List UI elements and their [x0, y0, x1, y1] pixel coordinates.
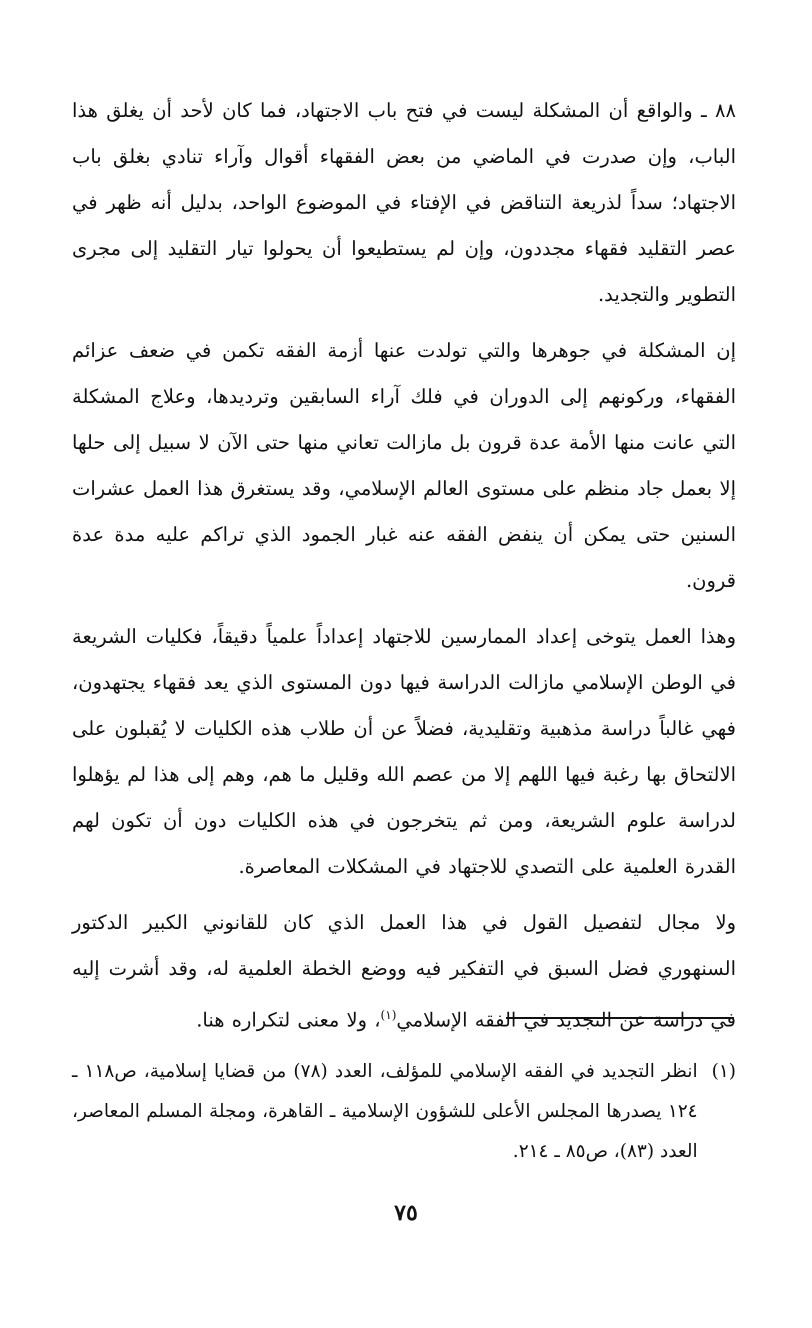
footnote — [72, 1052, 736, 1172]
footnote-reference: (١) — [380, 1008, 397, 1022]
paragraph-sanhuri-text: ولا مجال لتفصيل القول في هذا العمل الذي كان للقانوني الكبير الدكتور السنهوري فضل السبق في التفكير فيه ووضع الخطة العلمية له، وقد أشرت إليه في دراسة عن التجديد في الفقه الإسلامي — [72, 911, 736, 1032]
footnote-separator — [506, 1017, 734, 1019]
paragraph-sanhuri-tail: ، ولا معنى لتكراره هنا. — [196, 1008, 381, 1032]
paragraph-88: ٨٨ ـ والواقع أن المشكلة ليست في فتح باب الاجتهاد، فما كان لأحد أن يغلق هذا الباب، وإن صدرت في الماضي من بعض الفقهاء أقوال وآراء تنادي بغلق باب الاجتهاد؛ سداً لذريعة التناقض في الإفتاء في الموضوع الواحد، بدليل أنه ظهر في عصر التقليد فقهاء مجددون، وإن لم يستطيعوا أن يحولوا تيار التقليد إلى مجرى التطوير والتجديد. — [72, 99, 736, 306]
page-body — [72, 88, 736, 1044]
page-number: ٧٥ — [394, 1200, 418, 1226]
paragraph-problem: إن المشكلة في جوهرها والتي تولدت عنها أزمة الفقه تكمن في ضعف عزائم الفقهاء، وركونهم إلى الدوران في فلك آراء السابقين وترديدها، وعلاج المشكلة التي عانت منها الأمة عدة قرون بل مازالت تعاني منها حتى الآن لا سبيل إلى حلها إلا بعمل جاد منظم على مستوى العالم الإسلامي، وقد يستغرق هذا العمل عشرات السنين حتى يمكن أن ينفض الفقه عنه غبار الجمود الذي تراكم عليه مدة عدة قرون. — [72, 339, 736, 592]
footnote-text: انظر التجديد في الفقه الإسلامي للمؤلف، العدد (٧٨) من قضايا إسلامية، ص١١٨ ـ ١٢٤ يصدرها المجلس الأعلى للشؤون الإسلامية ـ القاهرة، ومجلة المسلم المعاصر، العدد (٨٣)، ص٨٥ ـ ٢١٤. — [72, 1061, 698, 1162]
paragraph-preparation: وهذا العمل يتوخى إعداد الممارسين للاجتهاد إعداداً علمياً دقيقاً، فكليات الشريعة في الوطن الإسلامي مازالت الدراسة فيها دون المستوى الذي يعد فقهاء يجتهدون، فهي غالباً دراسة مذهبية وتقليدية، فضلاً عن أن طلاب هذه الكليات لا يُقبلون على الالتحاق بها رغبة فيها اللهم إلا من عصم الله وقليل ما هم، وهم إلى هذا لم يؤهلوا لدراسة علوم الشريعة، ومن ثم يتخرجون في هذه الكليات دون أن تكون لهم القدرة العلمية على التصدي للاجتهاد في المشكلات المعاصرة. — [72, 625, 736, 878]
footnote-separator-area — [0, 1017, 812, 1021]
paragraph-sanhuri — [72, 900, 736, 1044]
footnote-marker: (١) — [711, 1061, 736, 1082]
